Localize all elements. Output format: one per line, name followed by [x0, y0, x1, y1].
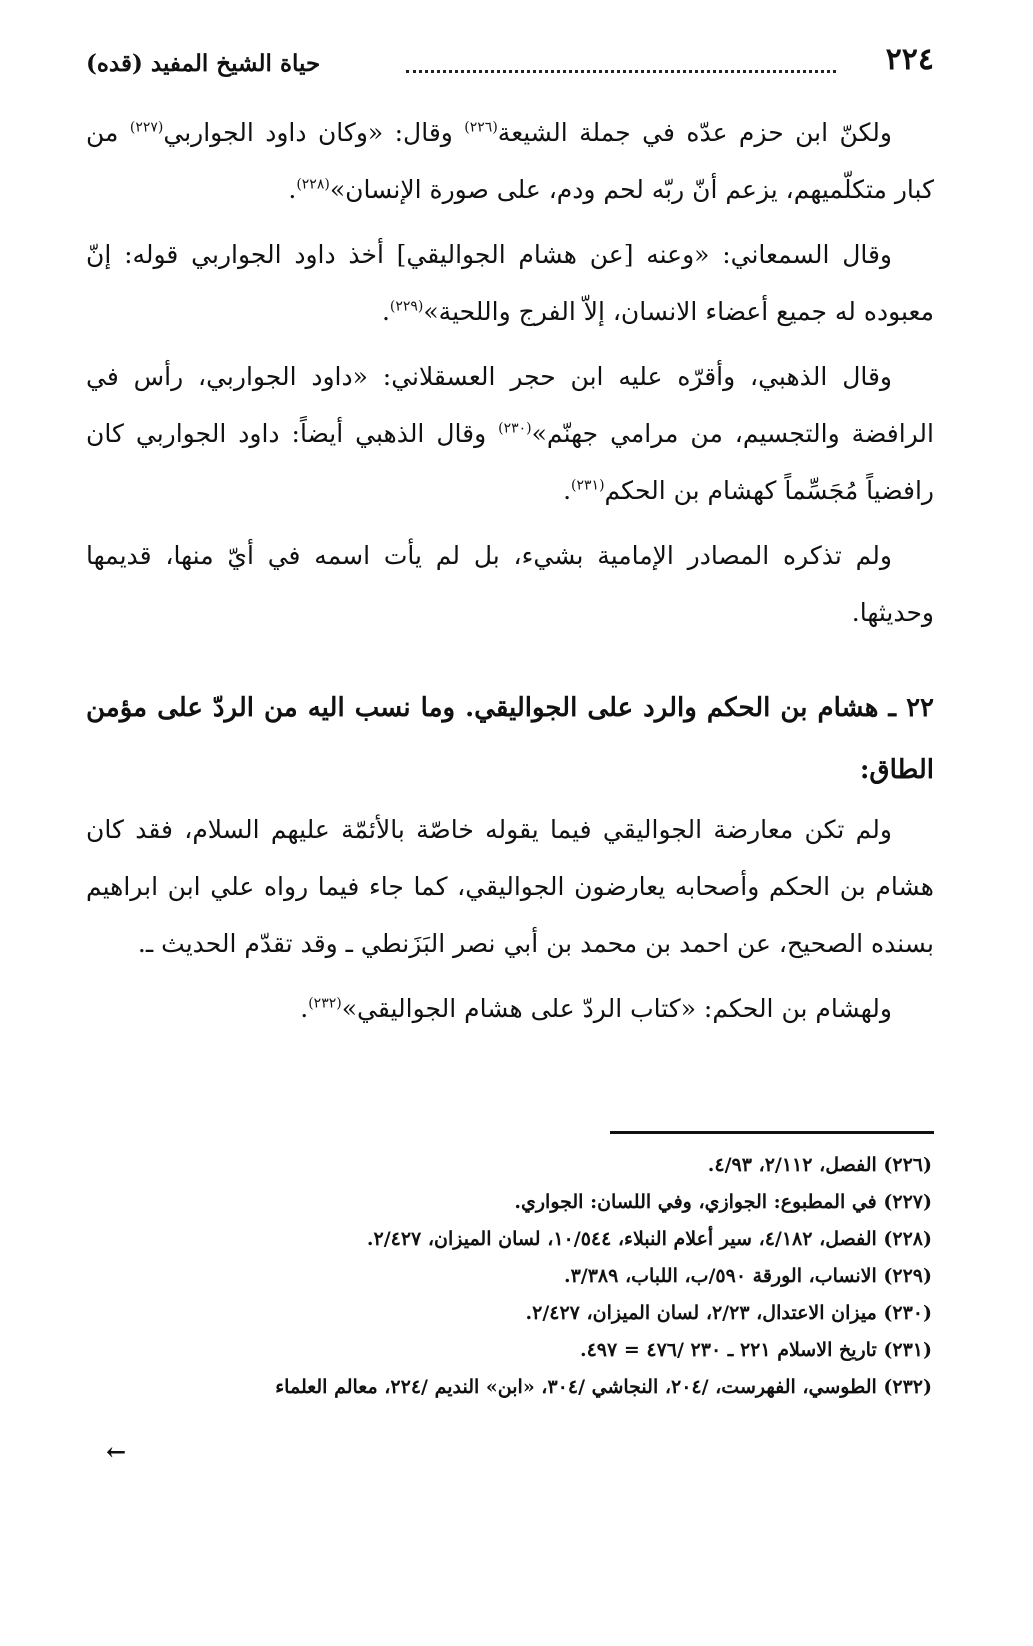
page-header	[86, 40, 934, 90]
paragraph-hisham-book: ولهشام بن الحكم: «كتاب الردّ على هشام الجواليقي»$^{(٢٣٢)}$.	[300, 994, 892, 1023]
footnote-226: (٢٢٦) الفصل، ٢/١١٢، ٤/٩٣.	[707, 1154, 932, 1176]
paragraph-ibn-hazm: ولكنّ ابن حزم عدّه في جملة الشيعة$^{(٢٢٦)}$ وقال: «وكان داود الجواربي$^{(٢٢٧)}$ من كبار متكلّميهم، يزعم أنّ ربّه لحم ودم، على صورة الإنسان»$^{(٢٢٨)}$.	[86, 118, 934, 204]
footnote-228: (٢٢٨) الفصل، ٤/١٨٢، سير أعلام النبلاء، ١٠/٥٤٤، لسان الميزان، ٢/٤٢٧.	[366, 1228, 932, 1250]
page-number: ٢٢٤	[885, 42, 934, 77]
paragraph-opposition: ولم تكن معارضة الجواليقي فيما يقوله خاصّة بالأئمّة عليهم السلام، فقد كان هشام بن الحكم وأصحابه يعارضون الجواليقي، كما جاء فيما رواه علي ابن ابراهيم بسنده الصحيح، عن احمد بن محمد بن أبي نصر البَزَنطي ـ وقد تقدّم الحديث ـ.	[86, 815, 934, 958]
footnote-ref: (٢٢٦)	[464, 119, 498, 136]
footnote-ref: (٢٢٧)	[129, 119, 164, 136]
footnote-ref: (٢٢٩)	[389, 298, 424, 315]
paragraph-dhahabi: وقال الذهبي، وأقرّه عليه ابن حجر العسقلاني: «داود الجواربي، رأس في الرافضة والتجسيم، من مرامي جهنّم»$^{(٢٣٠)}$ وقال الذهبي أيضاً: داود الجواربي كان رافضياً مُجَسِّماً كهشام بن الحكم$^{(٢٣١)}$.	[86, 362, 934, 505]
continue-arrow-icon: ←	[106, 1437, 127, 1466]
footnote-ref: (٢٣٠)	[498, 420, 532, 437]
paragraph-imami-sources: ولم تذكره المصادر الإمامية بشيء، بل لم يأت اسمه في أيّ منها، قديمها وحديثها.	[86, 541, 934, 627]
running-title: حياة الشيخ المفيد (قده)	[86, 50, 321, 77]
footnotes	[88, 1147, 932, 1406]
main-text	[86, 104, 934, 1045]
footnote-ref: (٢٣٢)	[308, 995, 342, 1012]
footnote-230: (٢٣٠) ميزان الاعتدال، ٢/٢٣، لسان الميزان، ٢/٤٢٧.	[525, 1302, 932, 1324]
footnote-ref: (٢٢٨)	[296, 176, 330, 193]
footnote-231: (٢٣١) تاريخ الاسلام ٢٢١ ـ ٢٣٠ /٤٧٦ = ٤٩٧.	[579, 1339, 932, 1361]
footnote-227: (٢٢٧) في المطبوع: الجوازي، وفي اللسان: الجواري.	[514, 1191, 932, 1213]
header-dot-leader	[406, 70, 836, 73]
footnote-ref: (٢٣١)	[571, 477, 605, 494]
footnote-232: (٢٣٢) الطوسي، الفهرست، /٢٠٤، النجاشي /٣٠٤، «ابن» النديم /٢٢٤، معالم العلماء	[275, 1376, 932, 1398]
section-heading: ٢٢ ـ هشام بن الحكم والرد على الجواليقي. وما نسب اليه من الردّ على مؤمن الطاق:	[86, 693, 934, 785]
footnote-229: (٢٢٩) الانساب، الورقة ٥٩٠/ب، اللباب، ٣/٣٨٩.	[563, 1265, 932, 1287]
footnote-separator	[610, 1131, 934, 1134]
paragraph-samani: وقال السمعاني: «وعنه [عن هشام الجواليقي] أخذ داود الجواربي قوله: إنّ معبوده له جميع أعضاء الانسان، إلاّ الفرج واللحية»$^{(٢٢٩)}$.	[86, 240, 934, 326]
